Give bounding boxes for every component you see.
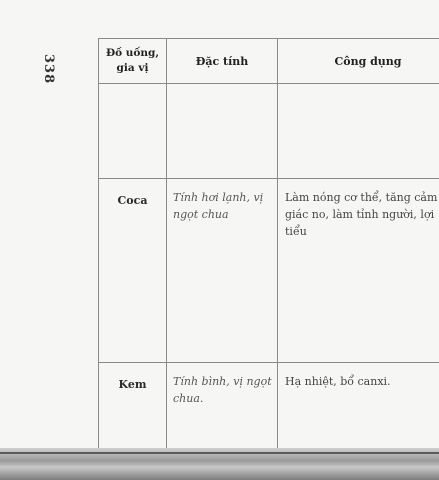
cell-use: Hạ nhiệt, bổ canxi. — [278, 363, 439, 455]
cell-use — [278, 84, 439, 179]
header-property: Đặc tính — [167, 39, 278, 84]
table-row — [99, 84, 439, 179]
cell-use: Làm nóng cơ thể, tăng cảm giác no, làm tỉnh người, lợi tiểu — [278, 179, 439, 363]
table-header-row — [99, 39, 439, 84]
page-edge-line — [0, 452, 439, 454]
cell-property: Tính bình, vị ngọt chua. — [167, 363, 278, 455]
header-drink: Đồ uống, gia vị — [99, 39, 167, 84]
cell-drink — [99, 84, 167, 179]
cell-property: Tính hơi lạnh, vị ngọt chua — [167, 179, 278, 363]
cell-drink: Coca — [99, 179, 167, 363]
page-number: 338 — [41, 54, 56, 85]
header-use: Công dụng — [278, 39, 439, 84]
drinks-table — [98, 38, 439, 455]
table-row — [99, 363, 439, 455]
cell-property — [167, 84, 278, 179]
table-row — [99, 179, 439, 363]
cell-drink: Kem — [99, 363, 167, 455]
